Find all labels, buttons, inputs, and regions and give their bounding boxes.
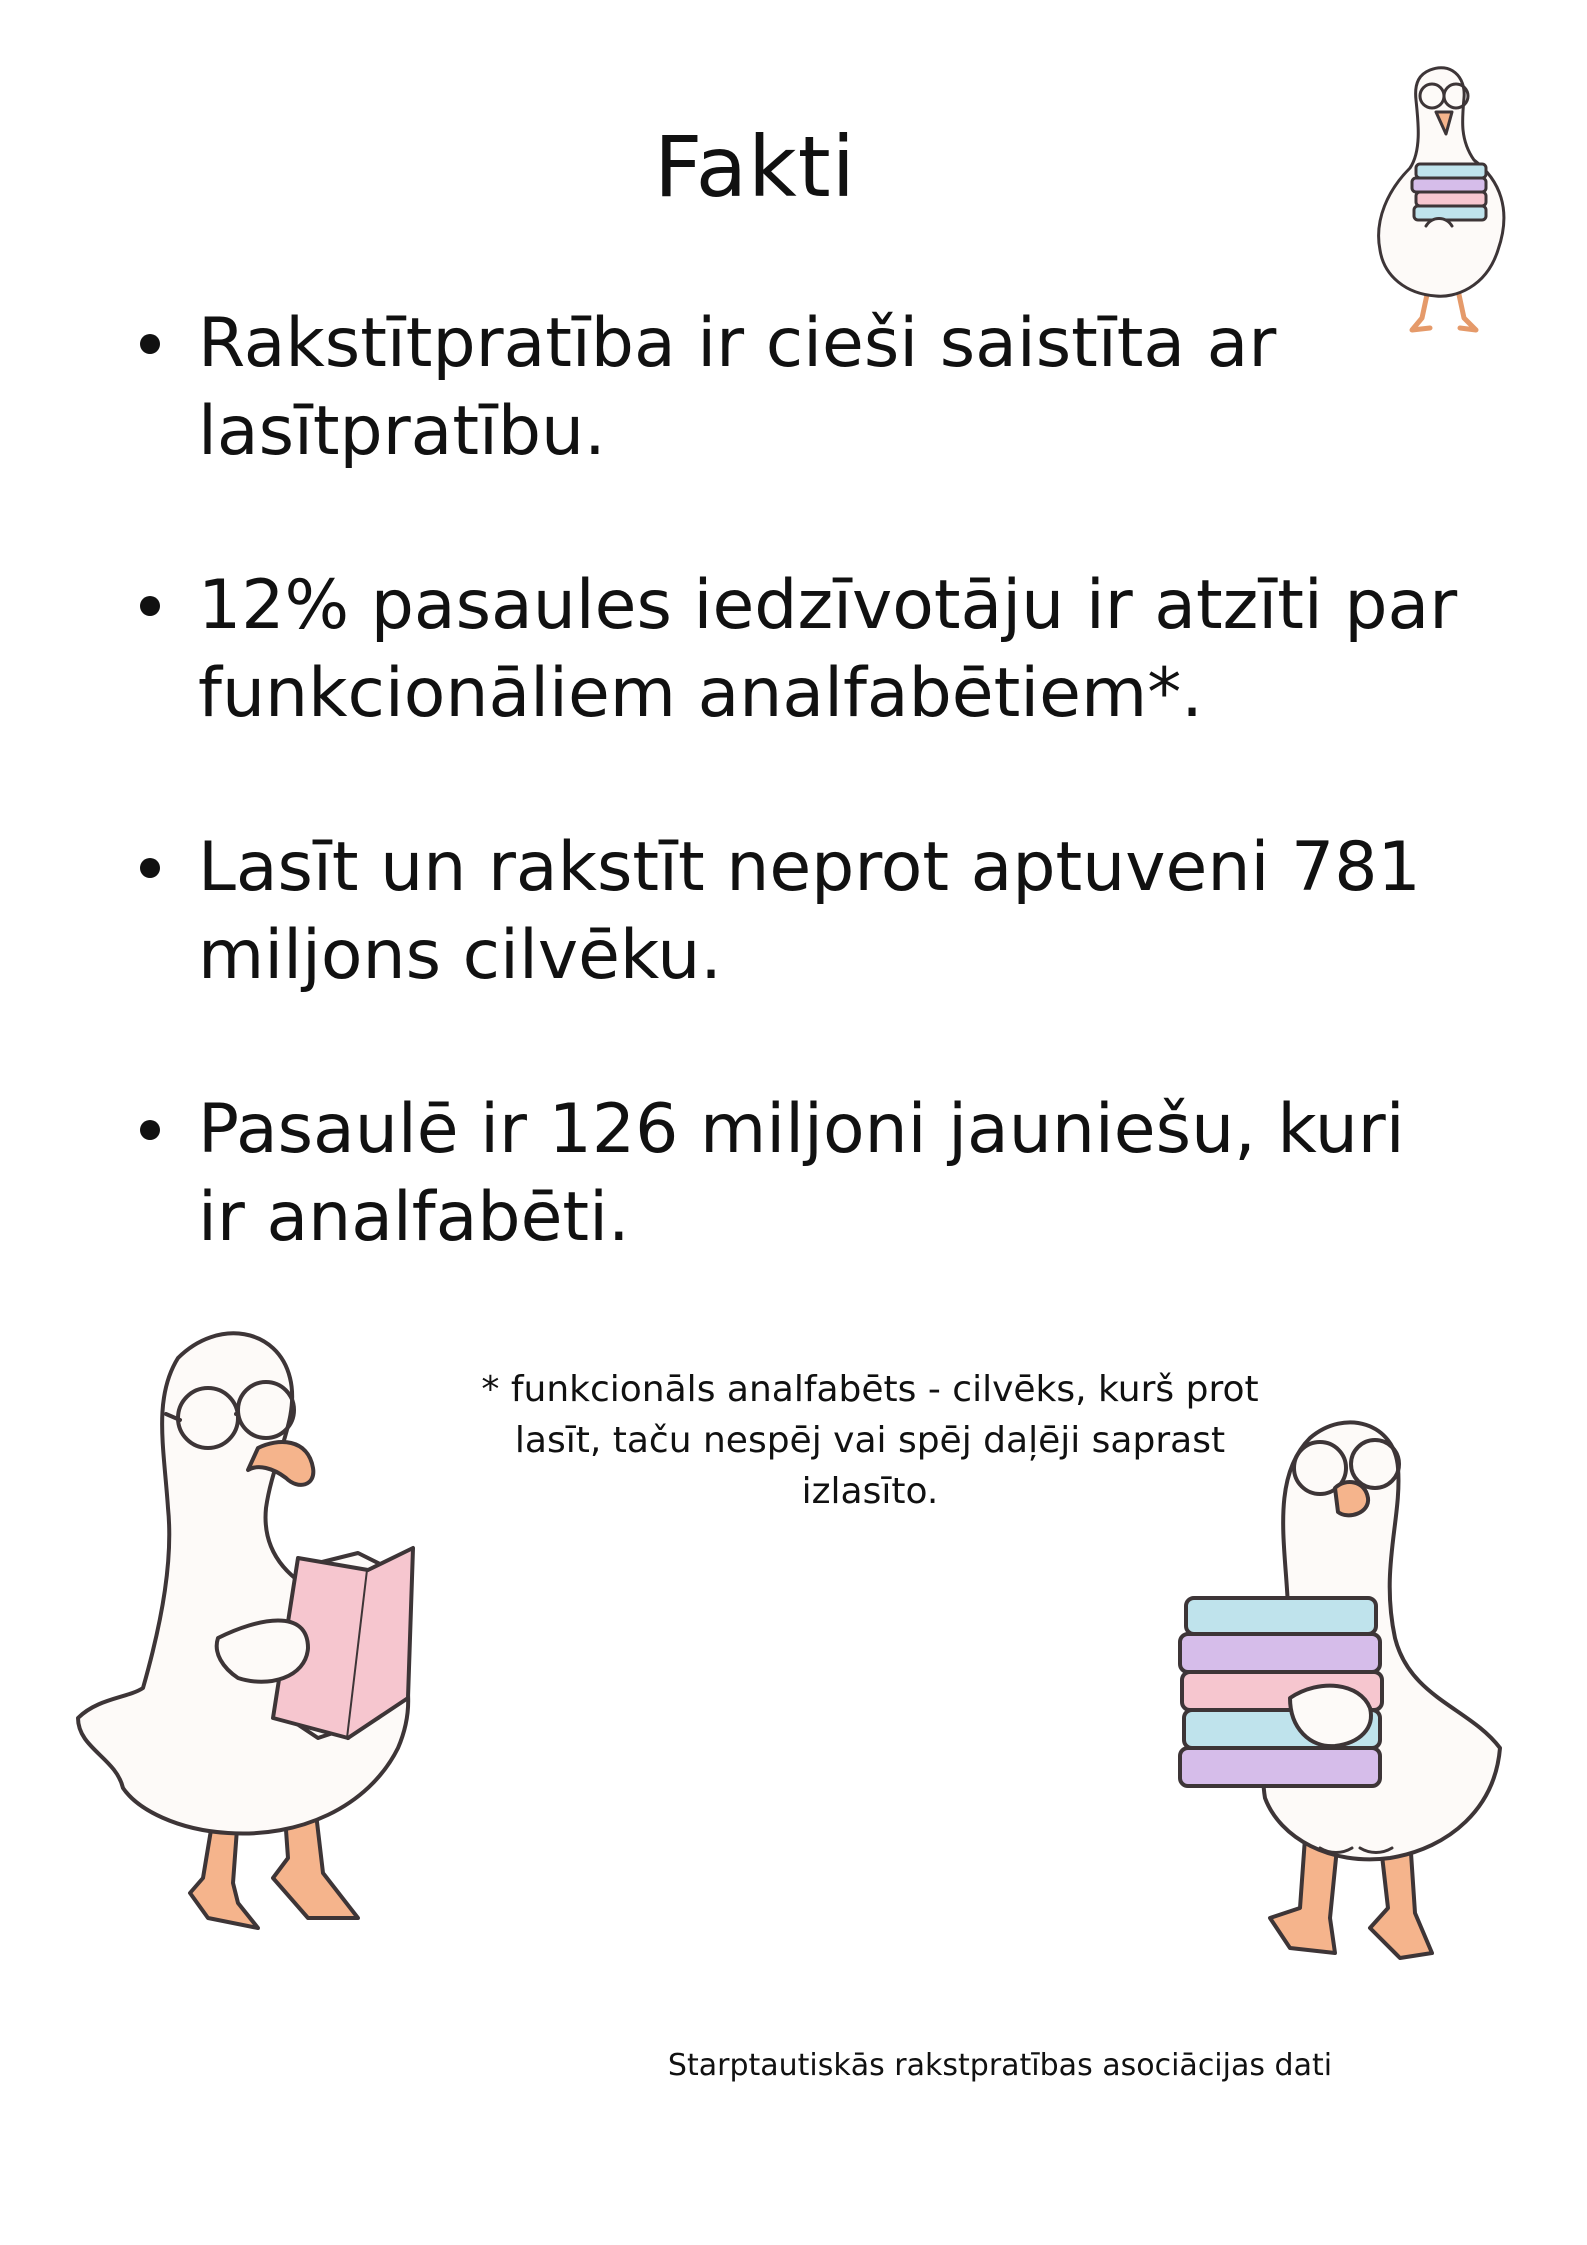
bullet-icon xyxy=(140,858,160,878)
goose-with-books-icon xyxy=(1370,50,1515,340)
fact-text: Pasaulē ir 126 miljoni jauniešu, kuri ir analfabēti. xyxy=(198,1090,1405,1257)
fact-item xyxy=(140,824,1480,1000)
source-credit: Starptautiskās rakstpratības asociācijas dati xyxy=(667,2048,1333,2083)
footnote: * funkcionāls analfabēts - cilvēks, kurš prot lasīt, taču nespēj vai spēj daļēji saprast izlasīto. xyxy=(481,1369,1259,1512)
fact-item xyxy=(140,562,1480,738)
goose-with-books-drawing xyxy=(1370,50,1515,340)
bullet-icon xyxy=(140,334,160,354)
bullet-icon xyxy=(140,1120,160,1140)
page-title: Fakti xyxy=(654,118,856,216)
goose-reading-book-icon xyxy=(68,1318,488,1958)
fact-item xyxy=(140,300,1480,476)
fact-text: 12% pasaules iedzīvotāju ir atzīti par funkcionāliem analfabētiem*. xyxy=(198,566,1458,733)
goose-carrying-books-drawing xyxy=(1170,1408,1510,1968)
fact-text: Rakstītpratība ir cieši saistīta ar lasītpratību. xyxy=(198,304,1277,471)
fact-text: Lasīt un rakstīt neprot aptuveni 781 miljons cilvēku. xyxy=(198,828,1421,995)
goose-reading-drawing xyxy=(68,1318,488,1958)
bullet-icon xyxy=(140,596,160,616)
goose-carrying-books-icon xyxy=(1170,1408,1510,1968)
fact-item xyxy=(140,1086,1480,1262)
